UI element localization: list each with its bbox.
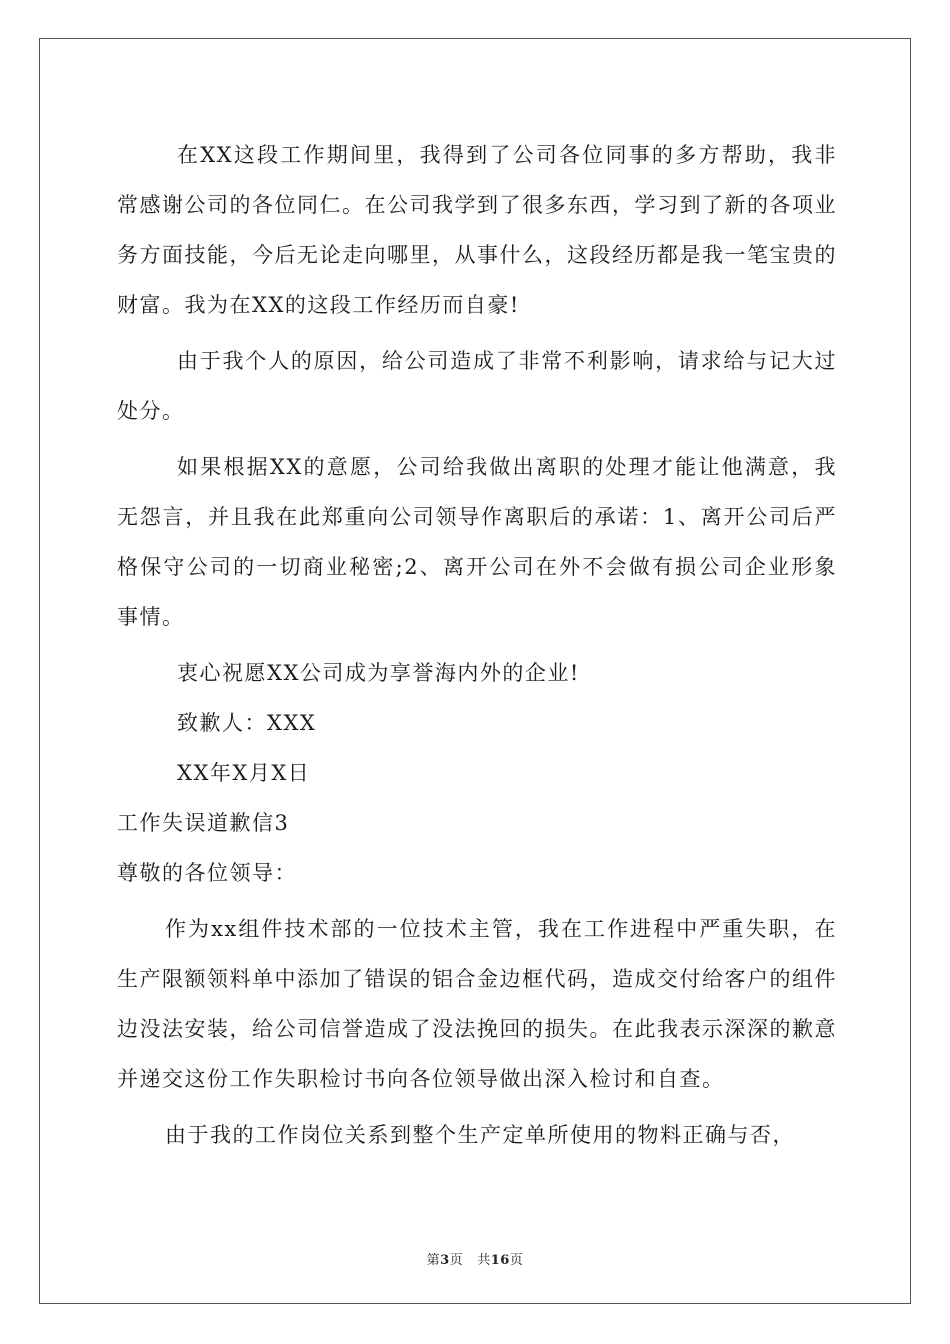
current-page-number: 3 xyxy=(440,1253,450,1268)
paragraph-3: 如果根据XX的意愿，公司给我做出离职的处理才能让他满意，我无怨言，并且我在此郑重向公司领导作离职后的承诺：1、离开公司后严格保守公司的一切商业秘密;2、离开公司在外不会做有损公司企业形象事情。 xyxy=(117,455,837,629)
paragraph-1: 在XX这段工作期间里，我得到了公司各位同事的多方帮助，我非常感谢公司的各位同仁。在公司我学到了很多东西，学习到了新的各项业务方面技能，今后无论走向哪里，从事什么，这段经历都是我一笔宝贵的财富。我为在XX的这段工作经历而自豪! xyxy=(117,143,837,317)
body-paragraph-2: 由于我的工作岗位关系到整个生产定单所使用的物料正确与否， xyxy=(165,1123,795,1147)
salutation: 尊敬的各位领导： xyxy=(117,861,297,885)
section-title: 工作失误道歉信3 xyxy=(117,811,290,835)
footer-prefix: 第 xyxy=(426,1253,441,1268)
footer-total-suffix: 页 xyxy=(509,1253,524,1268)
body-paragraph-1: 作为xx组件技术部的一位技术主管，我在工作进程中严重失职，在生产限额领料单中添加了错误的铝合金边框代码，造成交付给客户的组件边没法安装，给公司信誉造成了没法挽回的损失。在此我表示深深的歉意并递交这份工作失职检讨书向各位领导做出深入检讨和自查。 xyxy=(117,917,837,1091)
paragraph-2: 由于我个人的原因，给公司造成了非常不利影响，请求给与记大过处分。 xyxy=(117,349,837,423)
page-footer xyxy=(0,1249,950,1268)
footer-total-prefix: 共 xyxy=(477,1253,491,1268)
footer-page-suffix: 页 xyxy=(449,1253,464,1268)
signature: 致歉人：XXX xyxy=(177,711,317,735)
document-body xyxy=(117,130,837,1160)
date-line: XX年X月X日 xyxy=(177,761,311,785)
closing-wish: 衷心祝愿XX公司成为享誉海内外的企业! xyxy=(177,661,580,685)
total-pages-number: 16 xyxy=(490,1253,510,1268)
